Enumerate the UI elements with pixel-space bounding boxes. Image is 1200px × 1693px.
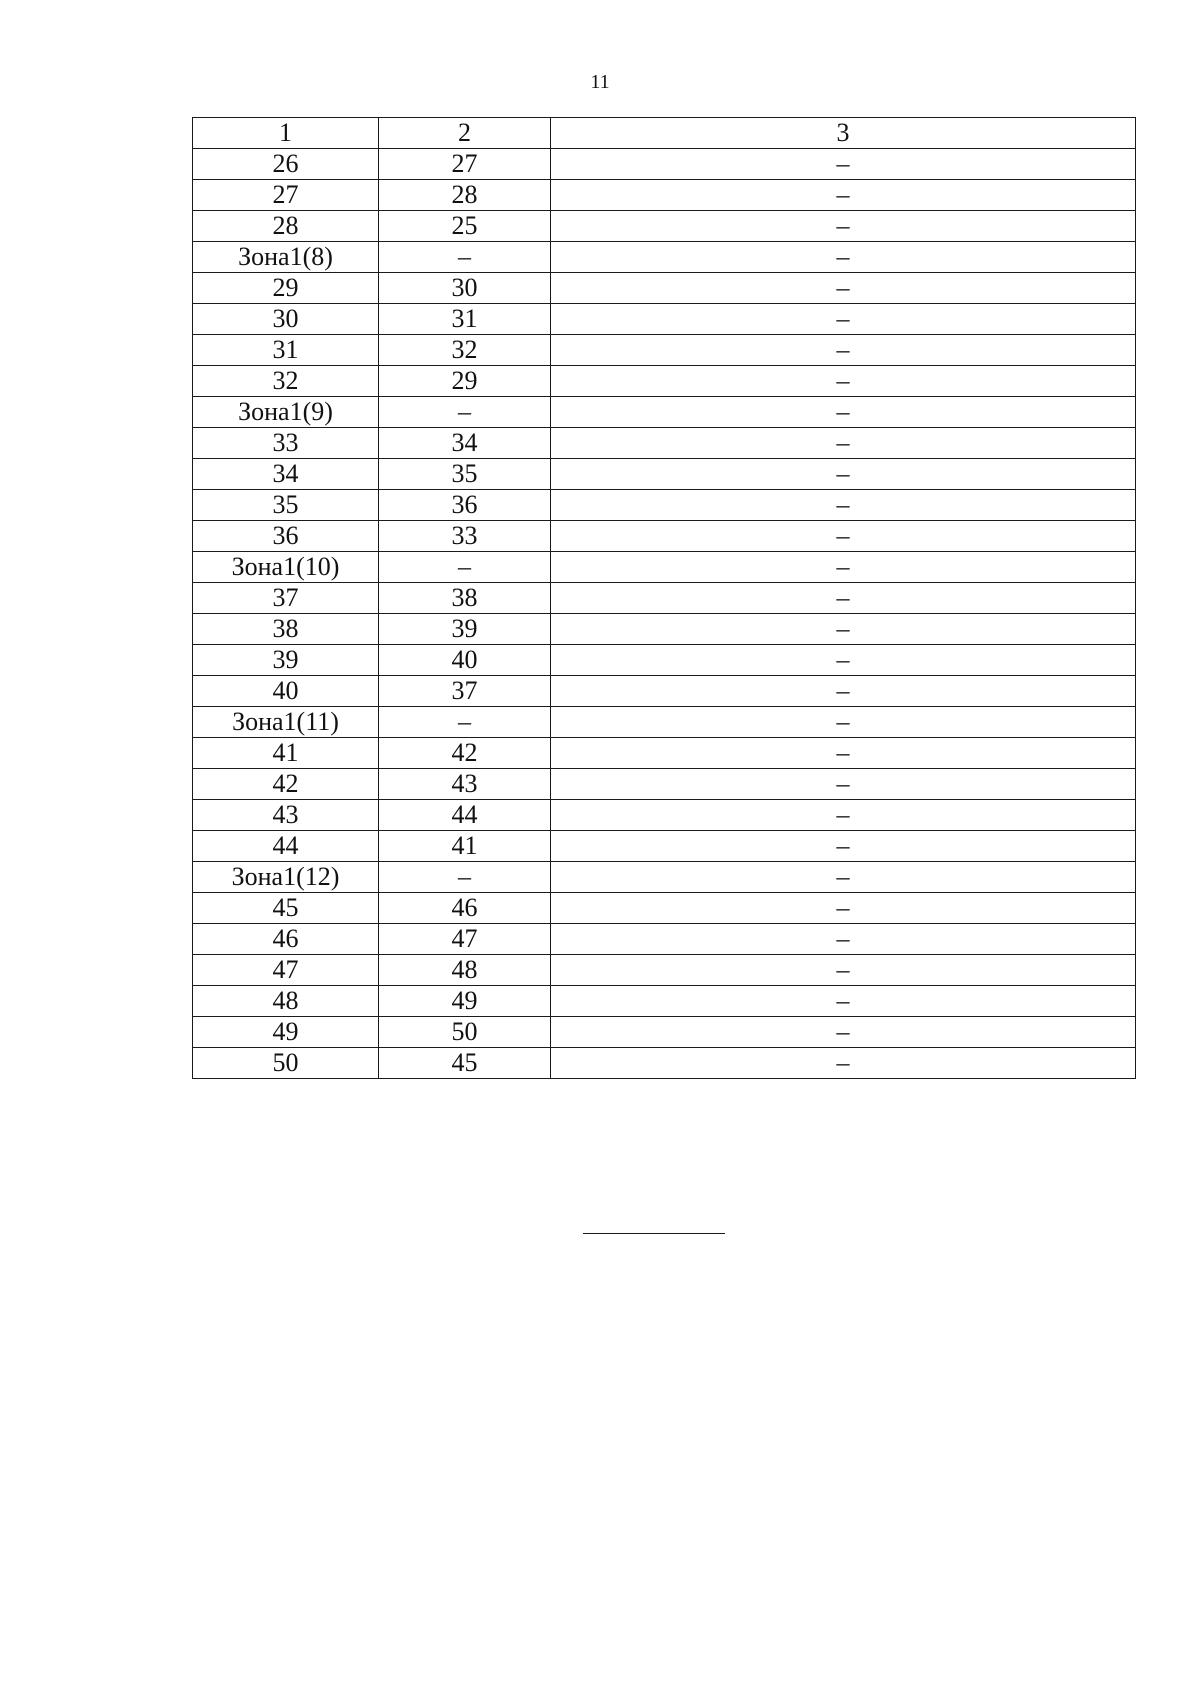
table-cell: 46 [379,893,551,924]
table-row [193,552,1136,583]
table-row [193,335,1136,366]
column-header: 1 [193,118,379,149]
table-cell: – [551,893,1136,924]
table-cell: 40 [379,645,551,676]
table-cell: 44 [379,800,551,831]
table-cell: 50 [193,1048,379,1079]
table-row [193,800,1136,831]
table-cell: – [551,149,1136,180]
table-cell: Зона1(12) [193,862,379,893]
table-cell: Зона1(8) [193,242,379,273]
table-cell: 43 [379,769,551,800]
table-cell: – [551,490,1136,521]
table-cell: – [551,955,1136,986]
table-cell: – [551,335,1136,366]
table-row [193,428,1136,459]
table-cell: 36 [379,490,551,521]
table-row [193,366,1136,397]
table-cell: 34 [193,459,379,490]
table-cell: 28 [193,211,379,242]
table-cell: – [551,1017,1136,1048]
table-row [193,738,1136,769]
table-cell: 45 [193,893,379,924]
table-row [193,645,1136,676]
table-cell: 48 [379,955,551,986]
table-cell: – [551,428,1136,459]
table-cell: – [379,242,551,273]
table-cell: Зона1(10) [193,552,379,583]
end-rule [583,1233,725,1234]
table-cell: – [551,986,1136,1017]
table-cell: – [551,397,1136,428]
table-cell: 33 [193,428,379,459]
table-cell: – [551,614,1136,645]
table-cell: 30 [193,304,379,335]
table-cell: – [551,676,1136,707]
table-cell: – [551,645,1136,676]
table-header-row [193,118,1136,149]
table-cell: 27 [193,180,379,211]
table-cell: – [551,1048,1136,1079]
table-row [193,490,1136,521]
table-cell: 45 [379,1048,551,1079]
table-cell: 46 [193,924,379,955]
table-cell: – [379,707,551,738]
table-row [193,273,1136,304]
table-cell: – [551,304,1136,335]
table-cell: 35 [379,459,551,490]
table-cell: 39 [193,645,379,676]
table-row [193,676,1136,707]
table-cell: 47 [379,924,551,955]
table-cell: – [551,738,1136,769]
table-cell: – [551,459,1136,490]
table-cell: 40 [193,676,379,707]
page-number: 11 [590,71,610,93]
table-cell: – [551,924,1136,955]
table-cell: – [379,552,551,583]
table-row [193,955,1136,986]
table-cell: 42 [379,738,551,769]
table-cell: 42 [193,769,379,800]
table-row [193,1048,1136,1079]
table-body [193,149,1136,1079]
table-cell: 34 [379,428,551,459]
table-cell: – [551,583,1136,614]
table-cell: – [551,242,1136,273]
table-row [193,986,1136,1017]
column-header: 3 [551,118,1136,149]
table-row [193,397,1136,428]
table-cell: – [551,769,1136,800]
table-cell: 47 [193,955,379,986]
table-cell: – [551,180,1136,211]
table-cell: Зона1(11) [193,707,379,738]
table-cell: – [551,800,1136,831]
table-row [193,304,1136,335]
table-row [193,924,1136,955]
table-row [193,211,1136,242]
table-cell: 35 [193,490,379,521]
table-cell: – [551,552,1136,583]
table-cell: 33 [379,521,551,552]
table-cell: – [551,707,1136,738]
table-row [193,1017,1136,1048]
table-cell: – [551,366,1136,397]
table-row [193,242,1136,273]
table-cell: 38 [193,614,379,645]
table-cell: – [379,397,551,428]
column-header: 2 [379,118,551,149]
table-row [193,707,1136,738]
table-cell: 39 [379,614,551,645]
table-cell: 36 [193,521,379,552]
table-row [193,149,1136,180]
table-cell: 48 [193,986,379,1017]
table-row [193,831,1136,862]
table-cell: 43 [193,800,379,831]
table-row [193,862,1136,893]
table-row [193,583,1136,614]
table-cell: 38 [379,583,551,614]
table-cell: 49 [379,986,551,1017]
table-cell: 29 [379,366,551,397]
table-row [193,521,1136,552]
table-cell: 50 [379,1017,551,1048]
table-row [193,614,1136,645]
table-cell: 37 [193,583,379,614]
table-row [193,180,1136,211]
table-cell: – [551,521,1136,552]
table-cell: – [551,831,1136,862]
table-cell: 44 [193,831,379,862]
table-cell: 27 [379,149,551,180]
table-row [193,769,1136,800]
table-row [193,893,1136,924]
table-cell: – [551,211,1136,242]
table-cell: – [551,862,1136,893]
table-cell: Зона1(9) [193,397,379,428]
table-cell: 41 [193,738,379,769]
table-cell: 31 [193,335,379,366]
table-cell: 37 [379,676,551,707]
table-cell: 29 [193,273,379,304]
table-cell: – [379,862,551,893]
table-cell: 28 [379,180,551,211]
table-cell: 41 [379,831,551,862]
table-cell: 25 [379,211,551,242]
table-cell: 26 [193,149,379,180]
table-cell: 49 [193,1017,379,1048]
table-row [193,459,1136,490]
table-cell: 30 [379,273,551,304]
data-table [192,117,1136,1079]
table-cell: 32 [379,335,551,366]
table-cell: 32 [193,366,379,397]
table-cell: – [551,273,1136,304]
table-cell: 31 [379,304,551,335]
